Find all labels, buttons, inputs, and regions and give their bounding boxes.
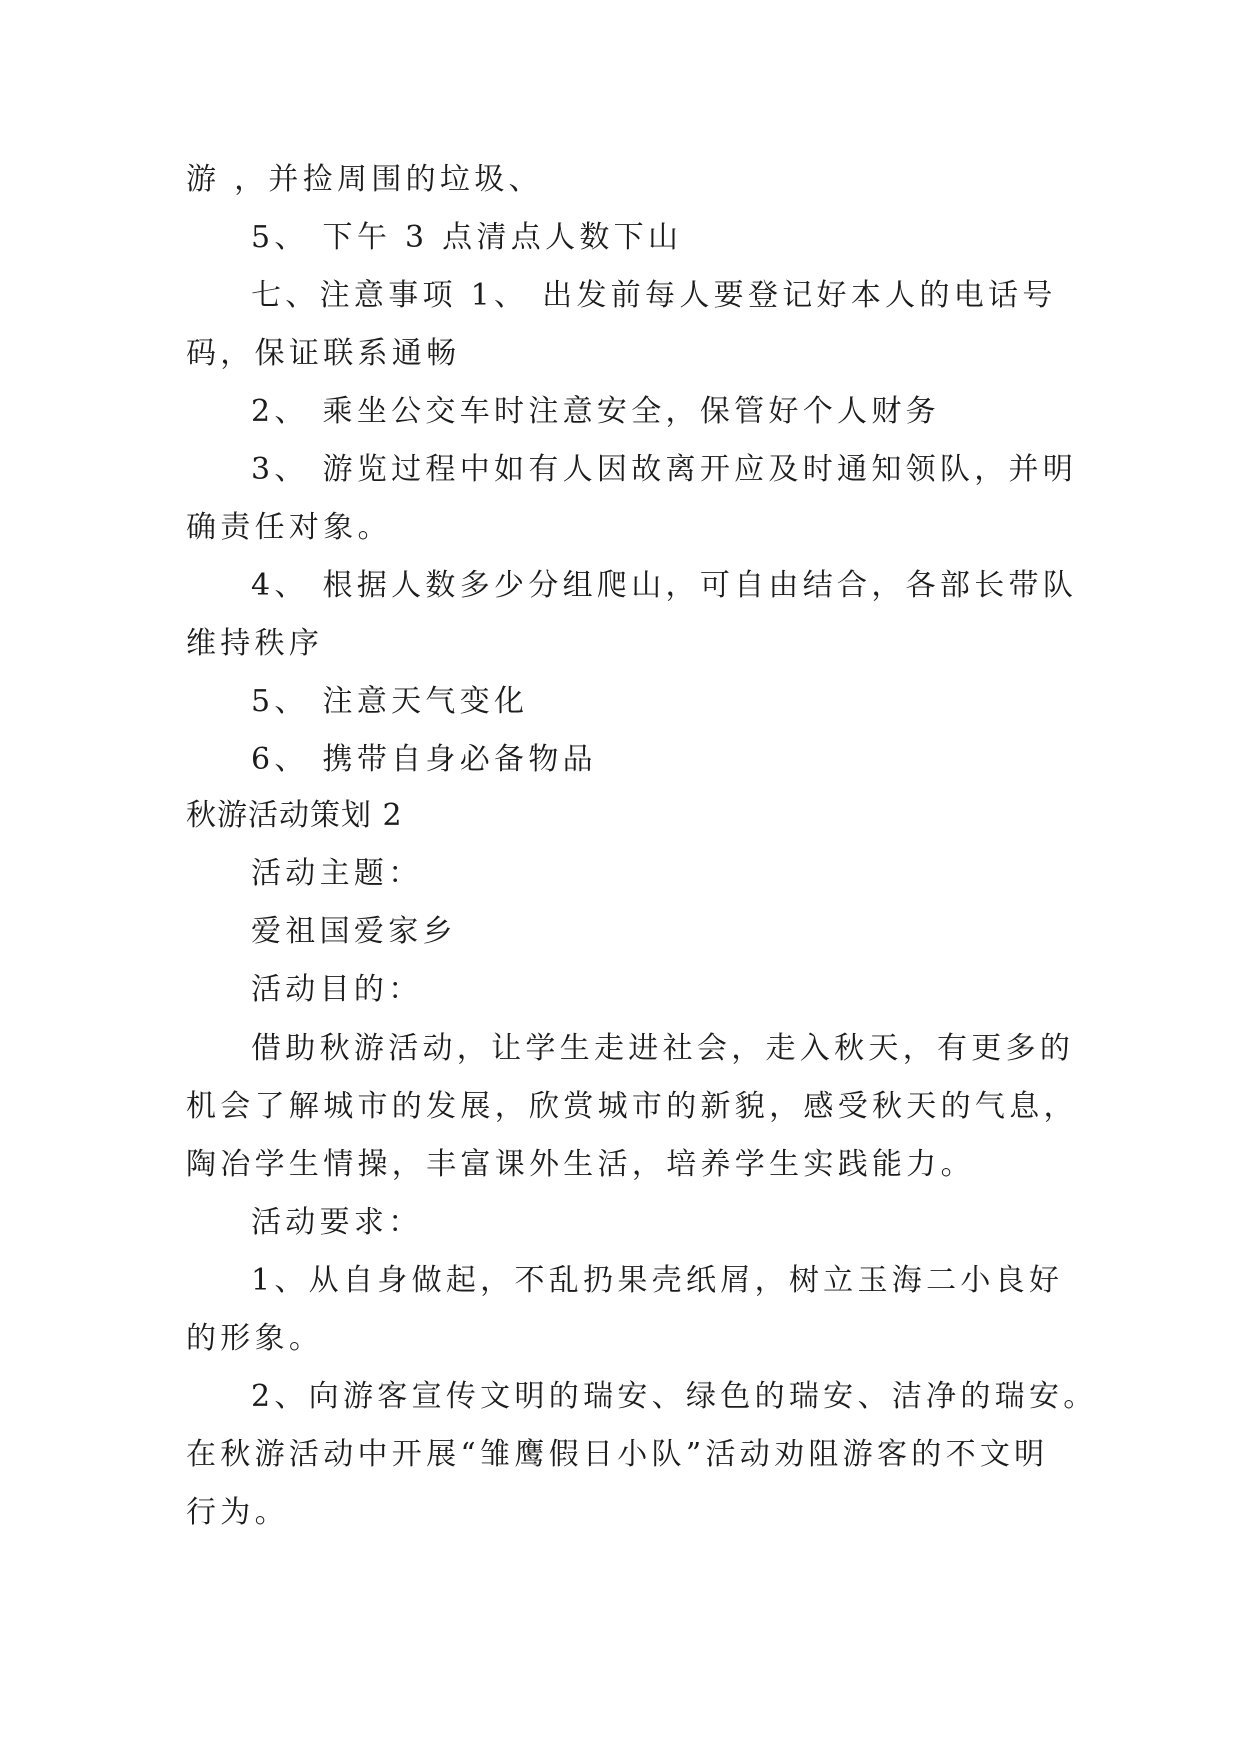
text-line-15: 活动目的： [251,972,423,1007]
text-line-10: 5、 注意天气变化 [251,684,529,719]
text-line-3: 七、注意事项 1、 出发前每人要登记好本人的电话号 [251,278,1057,313]
text-line-1: 游 ，并捡周围的垃圾、 [186,162,543,197]
text-line-16: 借助秋游活动，让学生走进社会，走入秋天，有更多的 [251,1031,1075,1066]
text-line-14: 爱祖国爱家乡 [251,914,457,949]
text-line-4: 码，保证联系通畅 [186,336,461,371]
text-line-8: 4、 根据人数多少分组爬山，可自由结合，各部长带队 [251,568,1078,603]
text-line-13: 活动主题： [251,856,423,891]
section-heading: 秋游活动策划 2 [186,798,403,833]
text-line-2: 5、 下午 3 点清点人数下山 [251,220,683,255]
text-line-21: 的形象。 [186,1321,324,1356]
text-line-5: 2、 乘坐公交车时注意安全，保管好个人财务 [251,394,940,429]
text-line-24: 行为。 [186,1495,289,1530]
text-line-23: 在秋游活动中开展“雏鹰假日小队”活动劝阻游客的不文明 [186,1437,1049,1472]
text-line-20: 1、从自身做起，不乱扔果壳纸屑，树立玉海二小良好 [251,1263,1064,1298]
text-line-6: 3、 游览过程中如有人因故离开应及时通知领队，并明 [251,452,1078,487]
text-line-19: 活动要求： [251,1205,423,1240]
text-line-17: 机会了解城市的发展，欣赏城市的新貌，感受秋天的气息， [186,1089,1078,1124]
text-line-9: 维持秩序 [186,626,324,661]
text-line-22: 2、向游客宣传文明的瑞安、绿色的瑞安、洁净的瑞安。 [251,1379,1098,1414]
text-line-18: 陶冶学生情操，丰富课外生活，培养学生实践能力。 [186,1147,975,1182]
text-line-11: 6、 携带自身必备物品 [251,742,597,777]
text-line-7: 确责任对象。 [186,510,392,545]
